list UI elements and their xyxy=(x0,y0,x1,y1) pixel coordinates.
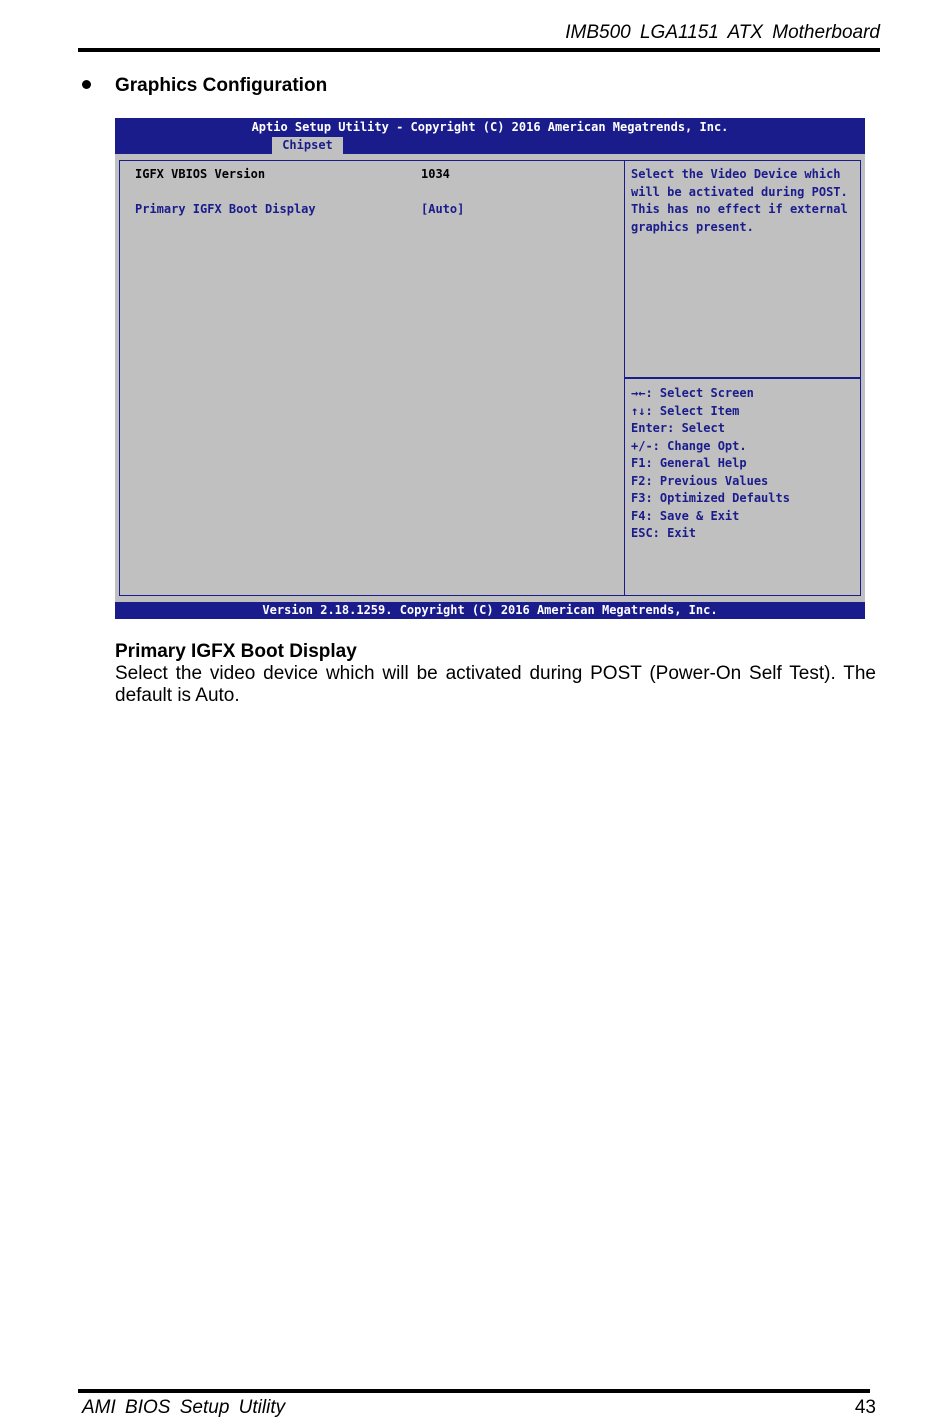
key-help-select-screen: →←: Select Screen xyxy=(631,386,754,400)
help-line: This has no effect if external xyxy=(631,202,848,216)
footer-rule xyxy=(78,1389,870,1393)
key-help-f3: F3: Optimized Defaults xyxy=(631,491,790,505)
key-help-change-opt: +/-: Change Opt. xyxy=(631,439,747,453)
key-help-f1: F1: General Help xyxy=(631,456,747,470)
key-help-enter: Enter: Select xyxy=(631,421,725,435)
igfx-vbios-version-label: IGFX VBIOS Version xyxy=(135,167,266,181)
item-title: Primary IGFX Boot Display xyxy=(115,641,357,662)
document-header: IMB500 LGA1151 ATX Motherboard xyxy=(565,22,880,43)
header-rule xyxy=(78,48,880,52)
help-line: Select the Video Device which xyxy=(631,167,841,181)
key-help-f4: F4: Save & Exit xyxy=(631,509,740,523)
igfx-vbios-version-value: 1034 xyxy=(421,167,450,181)
bios-screenshot xyxy=(115,118,865,619)
help-panel xyxy=(624,160,861,378)
section-title: Graphics Configuration xyxy=(115,75,328,96)
help-line: graphics present. xyxy=(631,220,754,234)
key-help-panel xyxy=(624,377,861,596)
key-help-f2: F2: Previous Values xyxy=(631,474,769,488)
item-description: Select the video device which will be activated during POST (Power-On Self Test). The default is Auto. xyxy=(115,663,876,706)
key-help-select-item: ↑↓: Select Item xyxy=(631,404,740,418)
page-number: 43 xyxy=(854,1397,876,1418)
tab-chipset[interactable]: Chipset xyxy=(272,137,343,154)
bios-body xyxy=(115,154,865,602)
key-help-esc: ESC: Exit xyxy=(631,526,697,540)
primary-igfx-boot-display-label[interactable]: Primary IGFX Boot Display xyxy=(135,202,316,216)
primary-igfx-boot-display-value[interactable]: [Auto] xyxy=(421,202,465,216)
bios-footer: Version 2.18.1259. Copyright (C) 2016 American Megatrends, Inc. xyxy=(262,603,718,617)
document-footer: AMI BIOS Setup Utility xyxy=(82,1397,286,1418)
help-line: will be activated during POST. xyxy=(631,185,848,199)
bios-title-bar: Aptio Setup Utility - Copyright (C) 2016 American Megatrends, Inc. xyxy=(251,120,729,134)
settings-panel xyxy=(119,160,624,596)
bullet-icon xyxy=(82,80,91,89)
